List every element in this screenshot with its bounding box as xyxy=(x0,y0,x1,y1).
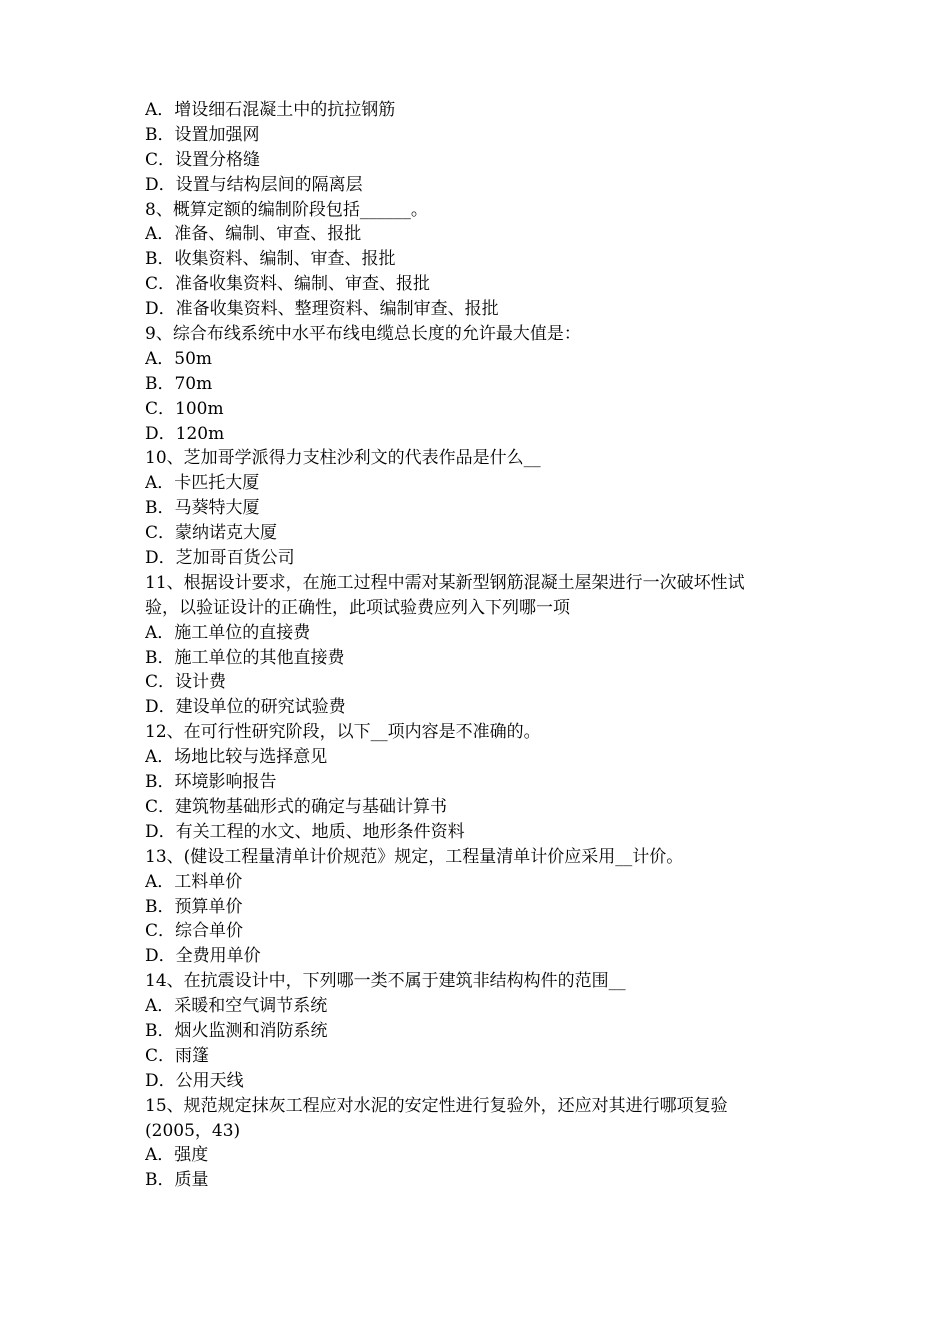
question-15: 15、规范规定抹灰工程应对水泥的安定性进行复验外，还应对其进行哪项复验 xyxy=(145,1095,728,1116)
q15-option-a: A．强度 xyxy=(145,1145,209,1166)
question-14: 14、在抗震设计中，下列哪一类不属于建筑非结构构件的范围__ xyxy=(145,971,626,992)
q9-option-b: B．70m xyxy=(145,373,213,394)
q11-option-b: B．施工单位的其他直接费 xyxy=(145,647,345,668)
question-11: 11、根据设计要求，在施工过程中需对某新型钢筋混凝土屋架进行一次破坏性试 xyxy=(145,572,745,593)
q8-option-b: B．收集资料、编制、审查、报批 xyxy=(145,249,396,270)
q10-option-a: A．卡匹托大厦 xyxy=(145,473,260,494)
q8-option-c: C．准备收集资料、编制、审查、报批 xyxy=(145,274,431,295)
q13-option-d: D．全费用单价 xyxy=(145,946,261,967)
q13-option-a: A．工料单价 xyxy=(145,871,243,892)
question-13: 13、(健设工程量清单计价规范》规定，工程量清单计价应采用__计价。 xyxy=(145,846,684,867)
q14-option-b: B．烟火监测和消防系统 xyxy=(145,1020,328,1041)
q11-option-d: D．建设单位的研究试验费 xyxy=(145,697,346,718)
option-b-line: B．设置加强网 xyxy=(145,124,260,145)
question-10: 10、芝加哥学派得力支柱沙利文的代表作品是什么__ xyxy=(145,448,541,469)
q13-option-b: B．预算单价 xyxy=(145,896,243,917)
q14-option-a: A．采暖和空气调节系统 xyxy=(145,996,328,1017)
q12-option-d: D．有关工程的水文、地质、地形条件资料 xyxy=(145,821,465,842)
question-9: 9、综合布线系统中水平布线电缆总长度的允许最大值是： xyxy=(145,324,581,345)
q14-option-d: D．公用天线 xyxy=(145,1070,244,1091)
q8-option-d: D．准备收集资料、整理资料、编制审查、报批 xyxy=(145,299,499,320)
option-c-line: C．设置分格缝 xyxy=(145,149,261,170)
q11-option-c: C．设计费 xyxy=(145,672,227,693)
q15-option-b: B．质量 xyxy=(145,1170,209,1191)
question-11-continued: 验，以验证设计的正确性，此项试验费应列入下列哪一项 xyxy=(145,597,570,618)
q10-option-c: C．蒙纳诺克大厦 xyxy=(145,523,278,544)
q12-option-c: C．建筑物基础形式的确定与基础计算书 xyxy=(145,796,448,817)
option-a-line: A．增设细石混凝土中的抗拉钢筋 xyxy=(145,100,396,120)
q14-option-c: C．雨篷 xyxy=(145,1045,210,1066)
q12-option-b: B．环境影响报告 xyxy=(145,772,277,793)
q11-option-a: A．施工单位的直接费 xyxy=(145,622,311,643)
q13-option-c: C．综合单价 xyxy=(145,921,244,942)
question-8: 8、概算定额的编制阶段包括______。 xyxy=(145,199,428,220)
question-12: 12、在可行性研究阶段，以下__项内容是不准确的。 xyxy=(145,722,541,743)
q9-option-c: C．100m xyxy=(145,398,224,419)
q12-option-a: A．场地比较与选择意见 xyxy=(145,747,328,768)
q10-option-b: B．马葵特大厦 xyxy=(145,498,260,519)
option-d-line: D．设置与结构层间的隔离层 xyxy=(145,174,363,195)
q8-option-a: A．准备、编制、审查、报批 xyxy=(145,224,362,245)
question-15-continued: (2005，43) xyxy=(145,1120,241,1141)
q9-option-a: A．50m xyxy=(145,348,213,369)
q10-option-d: D．芝加哥百货公司 xyxy=(145,548,295,569)
q9-option-d: D．120m xyxy=(145,423,225,444)
document-page xyxy=(145,98,815,1193)
